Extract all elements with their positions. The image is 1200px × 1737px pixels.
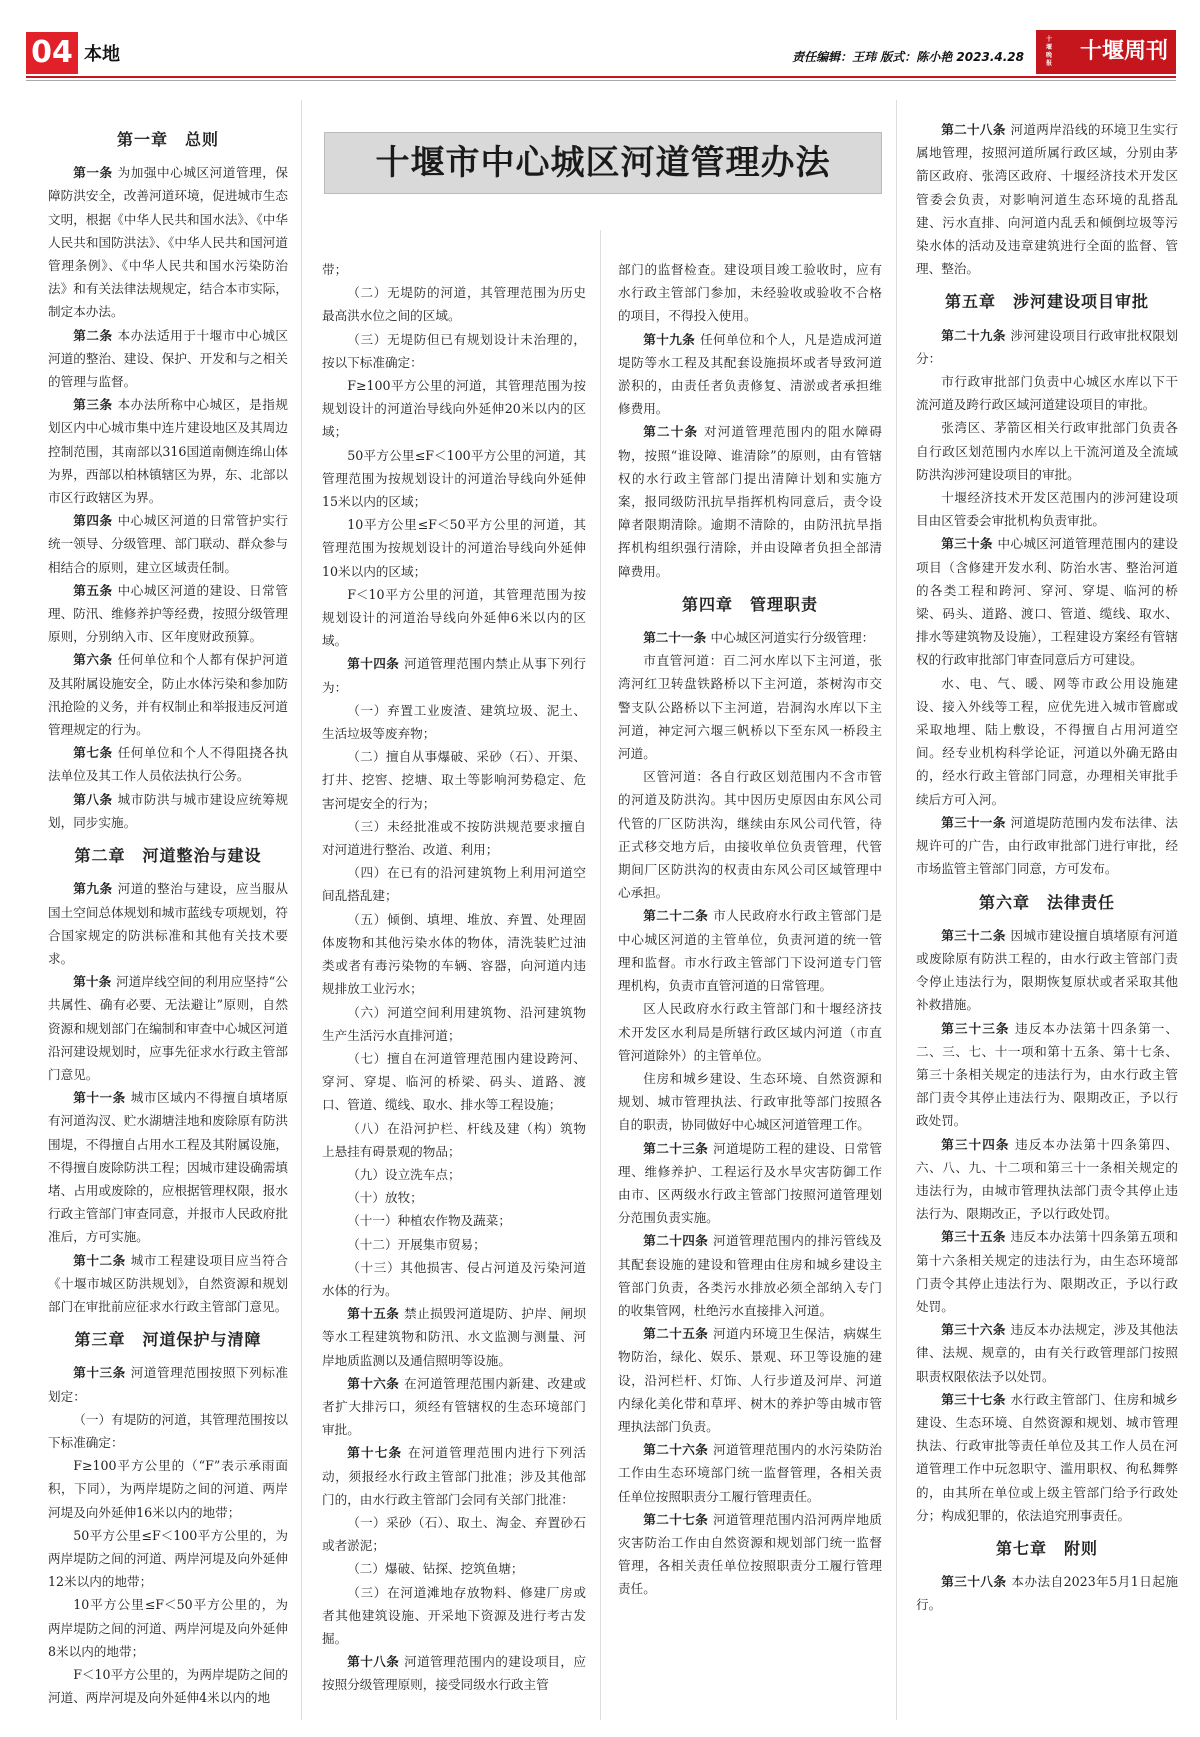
column-2 (322, 258, 586, 1697)
paragraph-text: 区管河道：各自行政区划范围内不含市管的河道及防洪沟。其中因历史原因由东风公司代管的厂区防洪沟，继续由东风公司代管，待正式移交地方后，由接收单位负责管理，代管期间厂区防洪沟的权责由东风公司区域管理中心承担。 (618, 769, 882, 901)
paragraph-text: （一）有堤防的河道，其管理范围按以下标准确定： (48, 1411, 288, 1450)
article-number: 第十条 (73, 974, 116, 990)
article-number: 第二十六条 (643, 1442, 714, 1458)
paragraph-text: 河道管理范围内禁止从事下列行为： (322, 656, 587, 695)
article-number: 第五条 (73, 582, 118, 598)
paragraph (618, 1508, 882, 1601)
paragraph (618, 904, 882, 997)
paragraph-text: （七）擅自在河道管理范围内建设跨河、穿河、穿堤、临河的桥梁、码头、道路、渡口、管道、缆线、取水、排水等工程设施； (322, 1050, 586, 1113)
article-number: 第三十八条 (941, 1574, 1012, 1590)
paragraph (322, 583, 586, 653)
paragraph (48, 741, 288, 787)
paragraph-text: 河道堤防工程的建设、日常管理、维修养护、工程运行及水旱灾害防御工作由市、区两级水行政主管部门按照河道管理划分范围负责实施。 (618, 1140, 882, 1226)
article-number: 第二十条 (643, 424, 704, 440)
paragraph-text: （三）无堤防但已有规划设计未治理的，按以下标准确定： (322, 331, 586, 370)
article-number: 第七条 (73, 745, 118, 761)
article-number: 第三十六条 (941, 1322, 1011, 1338)
header-rule (26, 76, 1176, 78)
paragraph (48, 161, 288, 323)
paragraph (48, 1408, 288, 1454)
paragraph (48, 509, 288, 579)
article-number: 第六条 (73, 652, 118, 668)
paragraph (322, 1186, 586, 1209)
chapter-heading: 第四章 管理职责 (681, 594, 818, 614)
article-number: 第一条 (73, 165, 118, 181)
column-divider (301, 100, 302, 1720)
paragraph (322, 1001, 586, 1047)
article-number: 第十五条 (347, 1306, 405, 1322)
paragraph (322, 1233, 586, 1256)
editor-line: 责任编辑：王玮 版式：陈小艳 2023.4.28 (792, 50, 1024, 64)
paragraph (322, 1372, 586, 1442)
paragraph-text: 为加强中心城区河道管理，保障防洪安全，改善河道环境，促进城市生态文明，根据《中华人民共和国水法》、《中华人民共和国防洪法》、《中华人民共和国河道管理条例》、《中华人民共和国水污染防治法》和有关法律法规规定，结合本市实际，制定本办法。 (48, 165, 289, 320)
paragraph-text: （六）河道空间利用建筑物、沿河建筑物生产生活污水直排河道； (322, 1004, 586, 1043)
paragraph (618, 420, 882, 582)
article-number: 第十二条 (73, 1252, 131, 1268)
paragraph-text: （一）采砂（石）、取土、淘金、弃置砂石或者淤泥； (322, 1514, 586, 1554)
paragraph-text: 城市防洪与城市建设应统筹规划，同步实施。 (48, 791, 289, 830)
article-number: 第二十七条 (643, 1511, 714, 1527)
paragraph-text: 部门的监督检查。建设项目竣工验收时，应有水行政主管部门参加，未经验收或验收不合格的项目，不得投入使用。 (618, 262, 882, 324)
paragraph (618, 1229, 882, 1322)
paragraph-text: 禁止损毁河道堤防、护岸、闸坝等水工程建筑物和防汛、水文监测与测量、河岸地质监测以及通信照明等设施。 (322, 1306, 587, 1368)
article-number: 第八条 (73, 791, 118, 807)
paragraph-text: 带； (322, 262, 348, 277)
paragraph-text: （二）擅自从事爆破、采砂（石）、开渠、打井、挖窖、挖塘、取土等影响河势稳定、危害河堤安全的行为； (322, 749, 586, 811)
paragraph (322, 1441, 586, 1511)
paragraph-text: 区人民政府水行政主管部门和十堰经济技术开发区水利局是所辖行政区域内河道（市直管河道除外）的主管单位。 (618, 1001, 882, 1063)
paragraph-text: 10平方公里≤F＜50平方公里的河道，其管理范围为按规划设计的河道治导线向外延伸10米以内的区域； (322, 517, 586, 579)
brand-name: 十堰周刊 (1079, 39, 1168, 64)
paragraph-text: 违反本办法第十四条第五项和第十六条相关规定的违法行为，由生态环境部门责令其停止违法行为、限期改正，予以行政处罚。 (916, 1229, 1178, 1314)
brand-sub: 十堰晚报 (1045, 36, 1052, 67)
brand-logo (1036, 30, 1176, 74)
article-number: 第二十二条 (643, 908, 714, 924)
paragraph-text: （三）在河道滩地存放物料、修建厂房或者其他建筑设施、开采地下资源及进行考古发掘。 (322, 1584, 586, 1646)
paragraph (322, 1557, 586, 1580)
article-number: 第二十三条 (643, 1140, 714, 1156)
paragraph (322, 1302, 586, 1372)
paragraph (48, 1663, 288, 1709)
column-1 (48, 118, 288, 1709)
paragraph-text: 河道管理范围内沿河两岸地质灾害防治工作由自然资源和规划部门统一监督管理，各相关责任单位按照职责分工履行管理责任。 (618, 1511, 882, 1597)
article-number: 第十七条 (347, 1445, 408, 1461)
paragraph (618, 626, 882, 649)
chapter-heading: 第一章 总则 (116, 130, 219, 149)
paragraph (322, 1511, 586, 1557)
paragraph (48, 1593, 288, 1663)
paragraph-text: 涉河建设项目行政审批权限划分： (916, 327, 1178, 366)
paragraph (916, 672, 1178, 811)
article-number: 第十一条 (73, 1090, 131, 1106)
paragraph (322, 745, 586, 815)
paragraph (618, 1322, 882, 1438)
paragraph-text: 市行政审批部门负责中心城区水库以下干流河道及跨行政区域河道建设项目的审批。 (916, 374, 1178, 413)
paragraph (618, 1137, 882, 1230)
article-number: 第二十一条 (643, 630, 711, 646)
chapter-heading: 第五章 涉河建设项目审批 (944, 292, 1149, 312)
paragraph-text: 50平方公里≤F＜100平方公里的河道，其管理范围为按规划设计的河道治导线向外延伸15米以内的区域； (322, 447, 586, 510)
chapter-heading: 第二章 河道整治与建设 (74, 846, 262, 866)
paragraph (322, 1117, 586, 1163)
paragraph (322, 1256, 586, 1302)
article-number: 第三十五条 (941, 1229, 1011, 1245)
paragraph-text: 水行政主管部门、住房和城乡建设、生态环境、自然资源和规划、城市管理执法、行政审批等责任单位及其工作人员在河道管理工作中玩忽职守、滥用职权、徇私舞弊的，由其所在单位或上级主管部门给予行政处分；构成犯罪的，依法追究刑事责任。 (916, 1391, 1178, 1523)
article-number: 第三十四条 (941, 1136, 1016, 1152)
paragraph (48, 393, 288, 509)
paragraph (916, 1225, 1178, 1318)
paragraph (322, 1650, 586, 1696)
paragraph (916, 370, 1178, 416)
paragraph (322, 281, 586, 327)
paragraph-text: （五）倾倒、填埋、堆放、弃置、处理固体废物和其他污染水体的物体，清洗装贮过油类或者有毒污染物的车辆、容器，向河道内违规排放工业污水； (322, 911, 586, 997)
paragraph-text: 河道管理范围内的排污管线及其配套设施的建设和管理由住房和城乡建设主管部门负责，各类污水排放必须全部纳入专门的收集管网，杜绝污水直接排入河道。 (618, 1233, 882, 1318)
paragraph-text: 城市工程建设项目应当符合《十堰市城区防洪规划》，自然资源和规划部门在审批前应征求水行政主管部门意见。 (48, 1252, 289, 1314)
paragraph (618, 997, 882, 1067)
paragraph (618, 649, 882, 765)
paragraph (618, 765, 882, 904)
paragraph-text: 本办法适用于十堰市中心城区河道的整治、建设、保护、开发和与之相关的管理与监督。 (48, 327, 289, 390)
paragraph-text: 违反本办法第十四条第四、六、八、九、十二项和第三十一条相关规定的违法行为，由城市管理执法部门责令其停止违法行为、限期改正，予以行政处罚。 (916, 1136, 1178, 1222)
paragraph-text: 河道两岸沿线的环境卫生实行属地管理，按照河道所属行政区域，分别由茅箭区政府、张湾区政府、十堰经济技术开发区管委会负责，对影响河道生态环境的乱搭乱建、污水直排、向河道内乱丢和倾倒垃圾等污染水体的活动及违章建筑进行全面的监督、管理、整治。 (916, 122, 1178, 277)
page-number: 04 (26, 32, 78, 74)
paragraph-text: 中心城区河道管理范围内的建设项目（含修建开发水利、防治水害、整治河道的各类工程和跨河、穿河、穿堤、临河的桥梁、码头、道路、渡口、管道、缆线、取水、排水等建筑物及设施），工程建设方案经有管辖权的行政审批部门审查同意后方可建设。 (916, 536, 1179, 668)
paragraph-text: F＜10平方公里的河道，其管理范围为按规划设计的河道治导线向外延伸6米以内的区域。 (322, 586, 586, 649)
paragraph-text: （二）无堤防的河道，其管理范围为历史最高洪水位之间的区域。 (322, 285, 586, 324)
article-number: 第十四条 (347, 656, 405, 672)
chapter-heading: 第三章 河道保护与清障 (74, 1330, 262, 1350)
paragraph (916, 811, 1178, 881)
paragraph (322, 374, 586, 444)
paragraph-text: 水、电、气、暖、网等市政公用设施建设、接入外线等工程，应优先进入城市管廊或采取地埋、陆上敷设，不得擅自占用河道空间。经专业机构科学论证，河道以外确无路由的，经水行政主管部门同意，办理相关审批手续后方可入河。 (916, 675, 1178, 807)
article-number: 第十三条 (73, 1365, 131, 1381)
paragraph (322, 861, 586, 907)
paragraph (48, 324, 288, 394)
article-number: 第二十五条 (643, 1326, 714, 1342)
paragraph-text: 本办法所称中心城区，是指规划区内中心城市集中连片建设地区及其周边控制范围，其南部以316国道南侧连绵山体为界，西部以柏林镇辖区为界，东、北部以市区行政辖区为界。 (48, 397, 289, 506)
column-divider (896, 100, 897, 1720)
paragraph (916, 532, 1178, 671)
paragraph (916, 1017, 1178, 1133)
paragraph-text: 市直管河道：百二河水库以下主河道，张湾河红卫转盘铁路桥以下主河道，茶树沟市交警支队公路桥以下主河道，岩洞沟水库以下主河道，神定河六堰三帆桥以下至东风一桥段主河道。 (618, 653, 882, 762)
paragraph-text: 在河道管理范围内新建、改建或者扩大排污口，须经有管辖权的生态环境部门审批。 (322, 1375, 587, 1438)
article-number: 第四条 (73, 513, 118, 529)
paragraph (322, 513, 586, 583)
paragraph-text: 对河道管理范围内的阻水障碍物，按照“谁设障、谁清除”的原则，由有管辖权的水行政主管部门提出清障计划和实施方案，报同级防汛抗旱指挥机构同意后，责令设障者限期清除。逾期不清除的，由防汛抗旱指挥机构组织强行清除，并由设障者负担全部清障费用。 (618, 424, 883, 579)
paragraph (48, 877, 288, 970)
article-number: 第三十七条 (941, 1391, 1011, 1407)
paragraph-text: （十）放牧； (347, 1190, 423, 1206)
paragraph-text: 河道岸线空间的利用应坚持“公共属性、确有必要、无法避让”原则，自然资源和规划部门在编制和审查中心城区河道沿河建设规划时，应事先征求水行政主管部门意见。 (48, 974, 288, 1082)
paragraph-text: （八）在沿河护栏、杆线及建（构）筑物上悬挂有碍景观的物品； (322, 1120, 586, 1159)
paragraph-text: 城市区域内不得擅自填堵原有河道沟汊、贮水湖塘洼地和废除原有防洪围堤，不得擅自占用水工程及其附属设施，不得擅自废除防洪工程；因城市建设确需填堵、占用或废除的，应根据管理权限，报水行政主管部门审查同意，并报市人民政府批准后，方可实施。 (48, 1090, 289, 1245)
paragraph (48, 1454, 288, 1524)
paragraph-text: 任何单位和个人不得阻挠各执法单位及其工作人员依法执行公务。 (48, 745, 289, 784)
paragraph-text: 违反本办法规定，涉及其他法律、法规、规章的，由有关行政管理部门按照职责权限依法予以处罚。 (916, 1322, 1178, 1384)
paragraph (322, 1163, 586, 1186)
article-number: 第二十四条 (643, 1233, 714, 1249)
paragraph (48, 1086, 288, 1248)
paragraph-text: 十堰经济技术开发区范围内的涉河建设项目由区管委会审批机构负责审批。 (916, 490, 1178, 529)
column-3 (618, 258, 882, 1601)
article-number: 第二条 (73, 327, 118, 343)
paragraph (916, 1388, 1178, 1527)
paragraph-text: 任何单位和个人都有保护河道及其附属设施安全，防止水体污染和参加防汛抢险的义务，并有权制止和举报违反河道管理规定的行为。 (48, 652, 289, 738)
paragraph-text: 河道堤防范围内发布法律、法规许可的广告，由行政审批部门进行审批，经市场监管主管部门同意，方可发布。 (916, 814, 1178, 877)
paragraph (916, 118, 1178, 280)
article-number: 第三十一条 (941, 814, 1011, 830)
article-number: 第三条 (73, 397, 118, 413)
paragraph (48, 1249, 288, 1319)
paragraph (916, 486, 1178, 532)
paragraph-text: （十三）其他损害、侵占河道及污染河道水体的行为。 (322, 1259, 586, 1298)
paragraph (322, 258, 586, 281)
paragraph (618, 1067, 882, 1137)
paragraph-text: 张湾区、茅箭区相关行政审批部门负责各自行政区划范围内水库以上干流河道及全流域防洪沟涉河建设项目的审批。 (916, 420, 1178, 482)
article-number: 第十九条 (643, 331, 701, 347)
paragraph-text: 河道管理范围内的建设项目，应按照分级管理原则，接受同级水行政主管 (322, 1654, 587, 1693)
paragraph (618, 1438, 882, 1508)
paragraph-text: 任何单位和个人，凡是造成河道堤防等水工程及其配套设施损坏或者导致河道淤积的，由责任者负责修复、清淤或者承担维修费用。 (618, 331, 883, 417)
paragraph (322, 652, 586, 698)
column-4 (916, 118, 1178, 1617)
article-title: 十堰市中心城区河道管理办法 (324, 132, 882, 194)
paragraph (48, 970, 288, 1086)
header-rule-thin (26, 80, 1176, 81)
paragraph (48, 1361, 288, 1407)
paragraph-text: F≥100平方公里的（“F”表示承雨面积，下同），为两岸堤防之间的河道、两岸河堤及向外延伸16米以内的地带； (48, 1458, 288, 1520)
paragraph (916, 1133, 1178, 1226)
paragraph-text: 违反本办法第十四条第一、二、三、七、十一项和第十五条、第十七条、第三十条相关规定的违法行为，由水行政主管部门责令其停止违法行为、限期改正，予以行政处罚。 (916, 1020, 1178, 1129)
paragraph-text: （九）设立洗车点； (347, 1166, 461, 1182)
paragraph (322, 1047, 586, 1117)
paragraph-text: 10平方公里≤F＜50平方公里的，为两岸堤防之间的河道、两岸河堤及向外延伸8米以内的地带； (48, 1597, 288, 1659)
paragraph (916, 924, 1178, 1017)
paragraph-text: F＜10平方公里的，为两岸堤防之间的河道、两岸河堤及向外延伸4米以内的地 (48, 1667, 288, 1706)
paragraph (48, 1524, 288, 1594)
paragraph-text: 中心城区河道实行分级管理： (710, 630, 875, 646)
paragraph-text: 河道的整治与建设，应当服从国土空间总体规划和城市蓝线专项规划，符合国家规定的防洪标准和其他有关技术要求。 (48, 881, 289, 966)
paragraph-text: 中心城区河道的建设、日常管理、防汛、维修养护等经费，按照分级管理原则，分别纳入市、区年度财政预算。 (48, 582, 289, 645)
article-number: 第三十三条 (941, 1020, 1016, 1036)
paragraph-text: （二）爆破、钻探、挖筑鱼塘； (347, 1561, 524, 1577)
paragraph (322, 328, 586, 374)
paragraph-text: F≥100平方公里的河道，其管理范围为按规划设计的河道治导线向外延伸20米以内的区域； (322, 378, 586, 440)
paragraph (48, 579, 288, 649)
article-number: 第二十八条 (941, 122, 1011, 137)
article-number: 第三十条 (941, 536, 998, 552)
paragraph (916, 324, 1178, 370)
article-number: 第十六条 (347, 1375, 405, 1391)
paragraph-text: （一）弃置工业废渣、建筑垃圾、泥土、生活垃圾等废弃物； (322, 702, 586, 742)
paragraph (916, 416, 1178, 486)
paragraph (322, 1209, 586, 1232)
masthead (26, 30, 1176, 76)
paragraph-text: （四）在已有的沿河建筑物上利用河道空间乱搭乱建； (322, 865, 586, 904)
paragraph-text: 住房和城乡建设、生态环境、自然资源和规划、城市管理执法、行政审批等部门按照各自的职责，协同做好中心城区河道管理工作。 (618, 1070, 882, 1133)
paragraph-text: 河道管理范围内的水污染防治工作由生态环境部门统一监督管理，各相关责任单位按照职责分工履行管理责任。 (618, 1442, 882, 1504)
paragraph-text: （十二）开展集市贸易； (347, 1236, 486, 1252)
article-number: 第二十九条 (941, 327, 1011, 343)
paragraph-text: 本办法自2023年5月1日起施行。 (916, 1574, 1179, 1613)
paragraph (48, 788, 288, 834)
chapter-heading: 第七章 附则 (995, 1538, 1098, 1558)
paragraph-text: 50平方公里≤F＜100平方公里的，为两岸堤防之间的河道、两岸河堤及向外延伸12米以内的地带； (48, 1527, 288, 1590)
paragraph-text: （三）未经批准或不按防洪规范要求擅自对河道进行整治、改道、利用； (322, 818, 586, 858)
article-number: 第十八条 (347, 1654, 405, 1670)
paragraph (322, 815, 586, 861)
paragraph (618, 258, 882, 328)
paragraph-text: 中心城区河道的日常管护实行统一领导、分级管理、部门联动、群众参与相结合的原则，建立区域责任制。 (48, 513, 289, 575)
paragraph-text: 因城市建设擅自填堵原有河道或废除原有防洪工程的，由水行政主管部门责令停止违法行为，限期恢复原状或者采取其他补救措施。 (916, 927, 1178, 1013)
paragraph-text: （十一）种植农作物及蔬菜； (347, 1213, 511, 1229)
paragraph (322, 908, 586, 1001)
paragraph-text: 河道管理范围按照下列标准划定： (48, 1365, 289, 1404)
paragraph (322, 444, 586, 514)
paragraph-text: 市人民政府水行政主管部门是中心城区河道的主管单位，负责河道的统一管理和监督。市水行政主管部门下设河道专门管理机构，负责市直管河道的日常管理。 (618, 908, 882, 994)
paragraph (322, 699, 586, 745)
article-number: 第三十二条 (941, 927, 1011, 943)
article-number: 第九条 (73, 881, 118, 897)
paragraph-text: 河道内环境卫生保洁，病媒生物防治，绿化、娱乐、景观、环卫等设施的建设，沿河栏杆、灯饰、人行步道及河岸、河道内绿化美化带和草坪、树木的养护等由城市管理执法部门负责。 (618, 1326, 882, 1434)
paragraph (48, 648, 288, 741)
paragraph (618, 328, 882, 421)
paragraph-text: 在河道管理范围内进行下列活动，须报经水行政主管部门批准；涉及其他部门的，由水行政主管部门会同有关部门批准： (322, 1445, 587, 1507)
chapter-heading: 第六章 法律责任 (978, 892, 1115, 912)
section-name: 本地 (84, 44, 120, 65)
column-divider (600, 230, 601, 1720)
paragraph (916, 1318, 1178, 1388)
paragraph (322, 1581, 586, 1651)
paragraph (916, 1570, 1178, 1616)
